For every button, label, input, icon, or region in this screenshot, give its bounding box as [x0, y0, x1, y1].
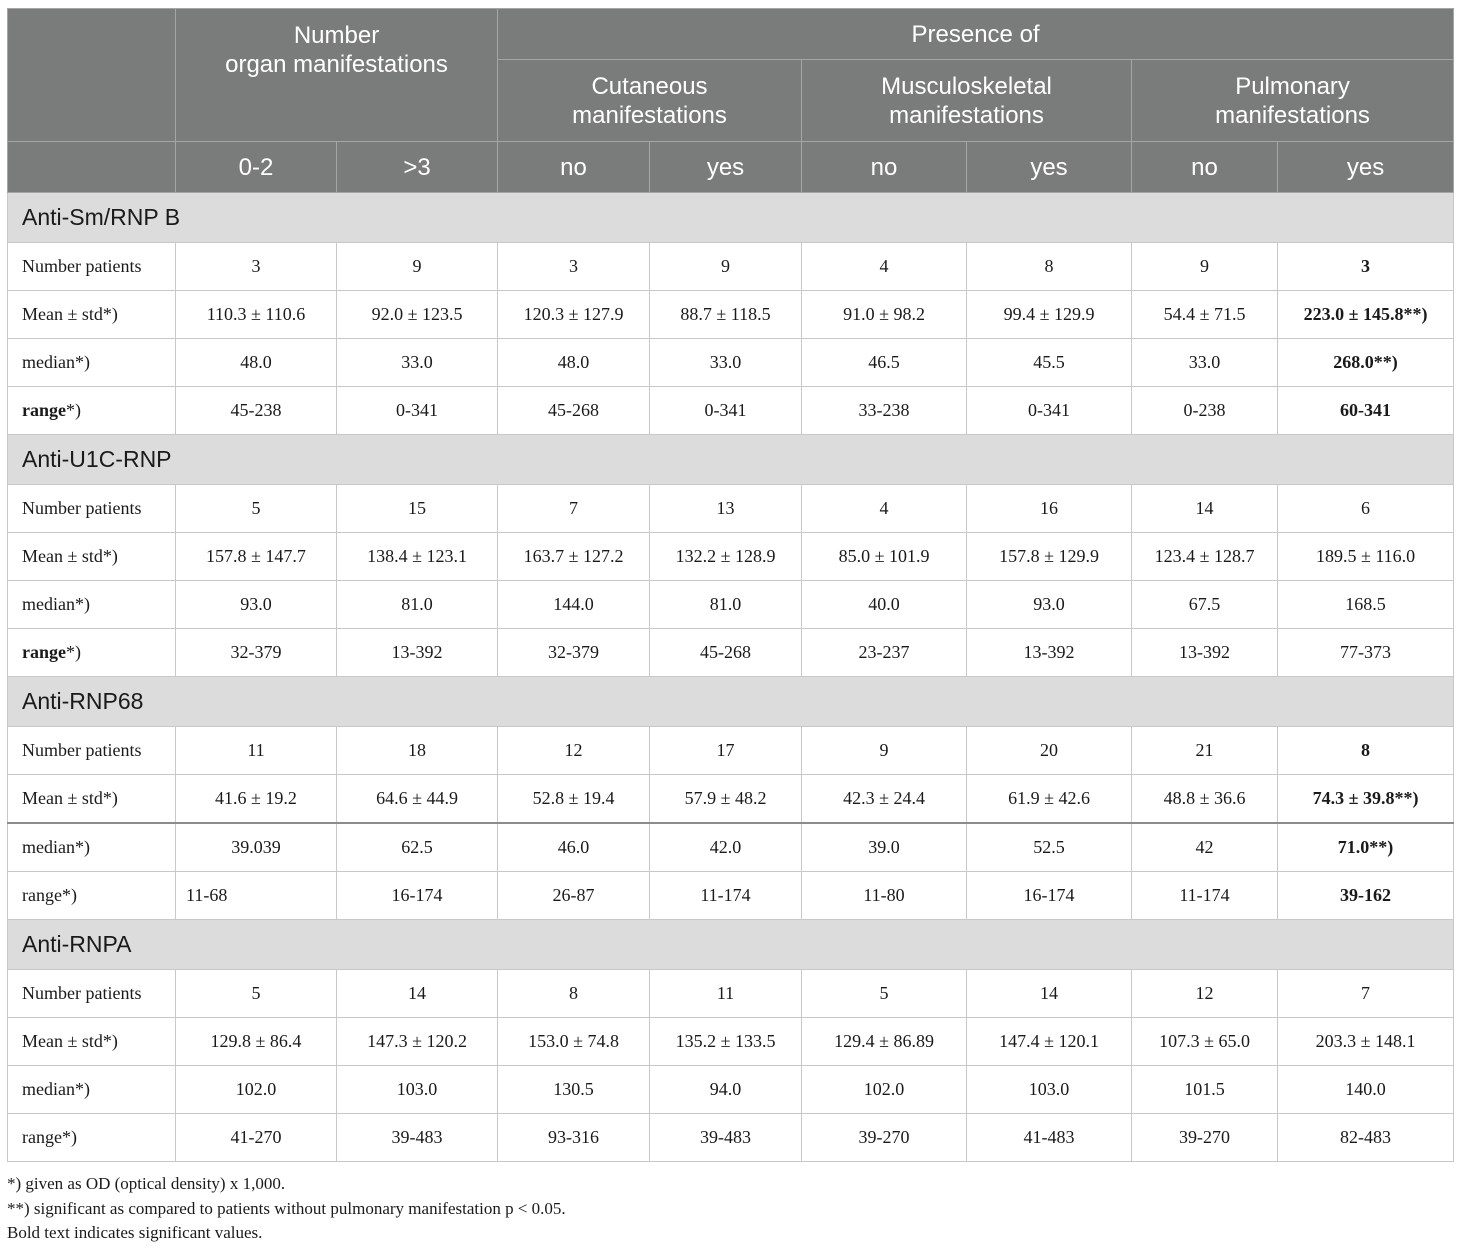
table-row — [8, 727, 1454, 775]
table-cell: 67.5 — [1132, 581, 1278, 629]
table-cell-significant: 60-341 — [1278, 387, 1454, 435]
table-cell: 144.0 — [498, 581, 650, 629]
table-cell: 9 — [802, 727, 967, 775]
table-cell: 85.0 ± 101.9 — [802, 533, 967, 581]
table-cell: 0-341 — [650, 387, 802, 435]
table-cell: 15 — [337, 485, 498, 533]
table-cell: 13-392 — [337, 629, 498, 677]
table-row — [8, 970, 1454, 1018]
row-label — [8, 629, 176, 677]
table-row — [8, 485, 1454, 533]
row-label: Number patients — [8, 485, 176, 533]
table-cell: 52.5 — [967, 823, 1132, 872]
table-row — [8, 629, 1454, 677]
subheader-cell: no — [498, 142, 650, 193]
table-cell: 41-270 — [176, 1114, 337, 1162]
row-label: Mean ± std*) — [8, 291, 176, 339]
table-row — [8, 872, 1454, 920]
row-label-bold: range — [22, 642, 66, 662]
footnotes — [7, 1172, 566, 1246]
table-cell: 33-238 — [802, 387, 967, 435]
row-label: Mean ± std*) — [8, 533, 176, 581]
table-cell: 48.8 ± 36.6 — [1132, 775, 1278, 824]
row-label: Number patients — [8, 727, 176, 775]
table-cell: 103.0 — [337, 1066, 498, 1114]
row-label: median*) — [8, 1066, 176, 1114]
subheader-cell: 0-2 — [176, 142, 337, 193]
table-cell: 0-341 — [967, 387, 1132, 435]
table-cell-significant: 8 — [1278, 727, 1454, 775]
subheader-cell: yes — [967, 142, 1132, 193]
table-row — [8, 823, 1454, 872]
subheader-cell: >3 — [337, 142, 498, 193]
table-cell: 123.4 ± 128.7 — [1132, 533, 1278, 581]
header-musculoskeletal: Musculoskeletal manifestations — [802, 60, 1132, 142]
subheader-cell: no — [802, 142, 967, 193]
table-cell: 3 — [498, 243, 650, 291]
table-cell: 64.6 ± 44.9 — [337, 775, 498, 824]
table-cell: 7 — [498, 485, 650, 533]
table-cell: 40.0 — [802, 581, 967, 629]
table-cell: 101.5 — [1132, 1066, 1278, 1114]
table-cell: 0-238 — [1132, 387, 1278, 435]
table-cell: 12 — [498, 727, 650, 775]
table-cell: 11-68 — [176, 872, 337, 920]
table-cell: 41.6 ± 19.2 — [176, 775, 337, 824]
table-cell: 6 — [1278, 485, 1454, 533]
row-label: Number patients — [8, 243, 176, 291]
row-label: range*) — [8, 1114, 176, 1162]
table-cell: 39-270 — [1132, 1114, 1278, 1162]
table-cell: 140.0 — [1278, 1066, 1454, 1114]
corner-cell-sub — [8, 142, 176, 193]
table-cell: 5 — [176, 485, 337, 533]
table-cell: 4 — [802, 243, 967, 291]
table-cell: 39.0 — [802, 823, 967, 872]
table-cell: 0-341 — [337, 387, 498, 435]
row-label-suffix: *) — [66, 642, 81, 662]
row-label-suffix: *) — [66, 400, 81, 420]
table-cell: 45-238 — [176, 387, 337, 435]
table-container — [7, 8, 1453, 1162]
table-cell: 14 — [337, 970, 498, 1018]
table-cell: 16-174 — [967, 872, 1132, 920]
header-number-organ: Number organ manifestations — [176, 9, 498, 142]
table-cell: 16-174 — [337, 872, 498, 920]
table-cell: 94.0 — [650, 1066, 802, 1114]
table-cell: 3 — [176, 243, 337, 291]
table-cell: 88.7 ± 118.5 — [650, 291, 802, 339]
table-cell: 135.2 ± 133.5 — [650, 1018, 802, 1066]
table-cell: 42.3 ± 24.4 — [802, 775, 967, 824]
table-cell: 13-392 — [967, 629, 1132, 677]
table-cell: 46.0 — [498, 823, 650, 872]
table-cell: 39-270 — [802, 1114, 967, 1162]
table-cell-significant: 71.0**) — [1278, 823, 1454, 872]
table-cell: 103.0 — [967, 1066, 1132, 1114]
table-row — [8, 243, 1454, 291]
table-cell: 93.0 — [176, 581, 337, 629]
table-cell: 41-483 — [967, 1114, 1132, 1162]
table-row — [8, 339, 1454, 387]
table-cell: 23-237 — [802, 629, 967, 677]
subheader-cell: yes — [1278, 142, 1454, 193]
section-row — [8, 193, 1454, 243]
table-cell: 8 — [967, 243, 1132, 291]
corner-cell — [8, 9, 176, 142]
table-cell: 13 — [650, 485, 802, 533]
table-cell: 81.0 — [337, 581, 498, 629]
table-cell: 39-483 — [337, 1114, 498, 1162]
table-cell: 92.0 ± 123.5 — [337, 291, 498, 339]
row-label: Number patients — [8, 970, 176, 1018]
table-cell-significant: 39-162 — [1278, 872, 1454, 920]
table-cell: 9 — [650, 243, 802, 291]
footnote: *) given as OD (optical density) x 1,000. — [7, 1174, 286, 1193]
table-cell-significant: 223.0 ± 145.8**) — [1278, 291, 1454, 339]
table-cell: 16 — [967, 485, 1132, 533]
table-cell: 11 — [176, 727, 337, 775]
table-cell: 147.3 ± 120.2 — [337, 1018, 498, 1066]
header-presence-of: Presence of — [498, 9, 1454, 60]
table-cell: 20 — [967, 727, 1132, 775]
table-cell: 82-483 — [1278, 1114, 1454, 1162]
header-pulmonary: Pulmonary manifestations — [1132, 60, 1454, 142]
table-cell: 39.039 — [176, 823, 337, 872]
section-row — [8, 435, 1454, 485]
table-cell: 57.9 ± 48.2 — [650, 775, 802, 824]
table-cell-significant: 268.0**) — [1278, 339, 1454, 387]
table-cell: 18 — [337, 727, 498, 775]
table-cell: 42 — [1132, 823, 1278, 872]
table-cell: 77-373 — [1278, 629, 1454, 677]
table-cell: 5 — [802, 970, 967, 1018]
table-cell: 14 — [967, 970, 1132, 1018]
table-cell: 5 — [176, 970, 337, 1018]
table-row — [8, 775, 1454, 824]
section-title: Anti-RNPA — [8, 920, 1454, 970]
table-cell: 163.7 ± 127.2 — [498, 533, 650, 581]
table-cell: 93-316 — [498, 1114, 650, 1162]
table-cell: 4 — [802, 485, 967, 533]
table-cell: 48.0 — [498, 339, 650, 387]
table-cell: 48.0 — [176, 339, 337, 387]
row-label-bold: range — [22, 400, 66, 420]
table-cell: 11 — [650, 970, 802, 1018]
table-row — [8, 1066, 1454, 1114]
table-row — [8, 291, 1454, 339]
row-label: Mean ± std*) — [8, 775, 176, 824]
section-title: Anti-RNP68 — [8, 677, 1454, 727]
table-cell: 33.0 — [650, 339, 802, 387]
table-cell: 120.3 ± 127.9 — [498, 291, 650, 339]
table-cell: 11-174 — [650, 872, 802, 920]
subheader-cell: yes — [650, 142, 802, 193]
table-cell: 21 — [1132, 727, 1278, 775]
table-cell: 7 — [1278, 970, 1454, 1018]
table-cell: 45-268 — [498, 387, 650, 435]
table-cell: 168.5 — [1278, 581, 1454, 629]
table-cell: 138.4 ± 123.1 — [337, 533, 498, 581]
table-row — [8, 533, 1454, 581]
table-cell: 61.9 ± 42.6 — [967, 775, 1132, 824]
row-label: median*) — [8, 339, 176, 387]
table-cell-significant: 3 — [1278, 243, 1454, 291]
table-cell: 8 — [498, 970, 650, 1018]
table-cell: 157.8 ± 147.7 — [176, 533, 337, 581]
table-cell: 26-87 — [498, 872, 650, 920]
row-label: Mean ± std*) — [8, 1018, 176, 1066]
table-cell: 91.0 ± 98.2 — [802, 291, 967, 339]
table-row — [8, 1018, 1454, 1066]
table-cell: 203.3 ± 148.1 — [1278, 1018, 1454, 1066]
table-row — [8, 1114, 1454, 1162]
table-cell: 46.5 — [802, 339, 967, 387]
footnote: Bold text indicates significant values. — [7, 1223, 263, 1242]
table-cell: 157.8 ± 129.9 — [967, 533, 1132, 581]
table-cell: 17 — [650, 727, 802, 775]
row-label: range*) — [8, 872, 176, 920]
table-cell: 129.4 ± 86.89 — [802, 1018, 967, 1066]
table-cell: 45-268 — [650, 629, 802, 677]
section-row — [8, 677, 1454, 727]
row-label — [8, 387, 176, 435]
table-row — [8, 387, 1454, 435]
row-label: median*) — [8, 823, 176, 872]
table-cell: 81.0 — [650, 581, 802, 629]
table-cell-significant: 74.3 ± 39.8**) — [1278, 775, 1454, 824]
table-cell: 9 — [1132, 243, 1278, 291]
table-cell: 11-174 — [1132, 872, 1278, 920]
table-cell: 102.0 — [802, 1066, 967, 1114]
footnote: **) significant as compared to patients without pulmonary manifestation p < 0.05. — [7, 1198, 566, 1218]
table-cell: 45.5 — [967, 339, 1132, 387]
table-cell: 12 — [1132, 970, 1278, 1018]
header-cutaneous: Cutaneous manifestations — [498, 60, 802, 142]
table-cell: 32-379 — [176, 629, 337, 677]
table-cell: 107.3 ± 65.0 — [1132, 1018, 1278, 1066]
table-cell: 33.0 — [1132, 339, 1278, 387]
row-label: median*) — [8, 581, 176, 629]
table-cell: 11-80 — [802, 872, 967, 920]
section-title: Anti-Sm/RNP B — [8, 193, 1454, 243]
table-row — [8, 581, 1454, 629]
table-cell: 93.0 — [967, 581, 1132, 629]
table-cell: 39-483 — [650, 1114, 802, 1162]
table-cell: 14 — [1132, 485, 1278, 533]
table-cell: 32-379 — [498, 629, 650, 677]
table-cell: 147.4 ± 120.1 — [967, 1018, 1132, 1066]
table-cell: 62.5 — [337, 823, 498, 872]
table-cell: 99.4 ± 129.9 — [967, 291, 1132, 339]
table-cell: 42.0 — [650, 823, 802, 872]
table-cell: 33.0 — [337, 339, 498, 387]
table-cell: 132.2 ± 128.9 — [650, 533, 802, 581]
table-cell: 9 — [337, 243, 498, 291]
table-cell: 110.3 ± 110.6 — [176, 291, 337, 339]
table-cell: 130.5 — [498, 1066, 650, 1114]
section-row — [8, 920, 1454, 970]
table-cell: 129.8 ± 86.4 — [176, 1018, 337, 1066]
table-cell: 102.0 — [176, 1066, 337, 1114]
table-cell: 189.5 ± 116.0 — [1278, 533, 1454, 581]
section-title: Anti-U1C-RNP — [8, 435, 1454, 485]
results-table — [7, 8, 1454, 1162]
table-cell: 153.0 ± 74.8 — [498, 1018, 650, 1066]
table-cell: 52.8 ± 19.4 — [498, 775, 650, 824]
table-cell: 13-392 — [1132, 629, 1278, 677]
table-cell: 54.4 ± 71.5 — [1132, 291, 1278, 339]
subheader-cell: no — [1132, 142, 1278, 193]
